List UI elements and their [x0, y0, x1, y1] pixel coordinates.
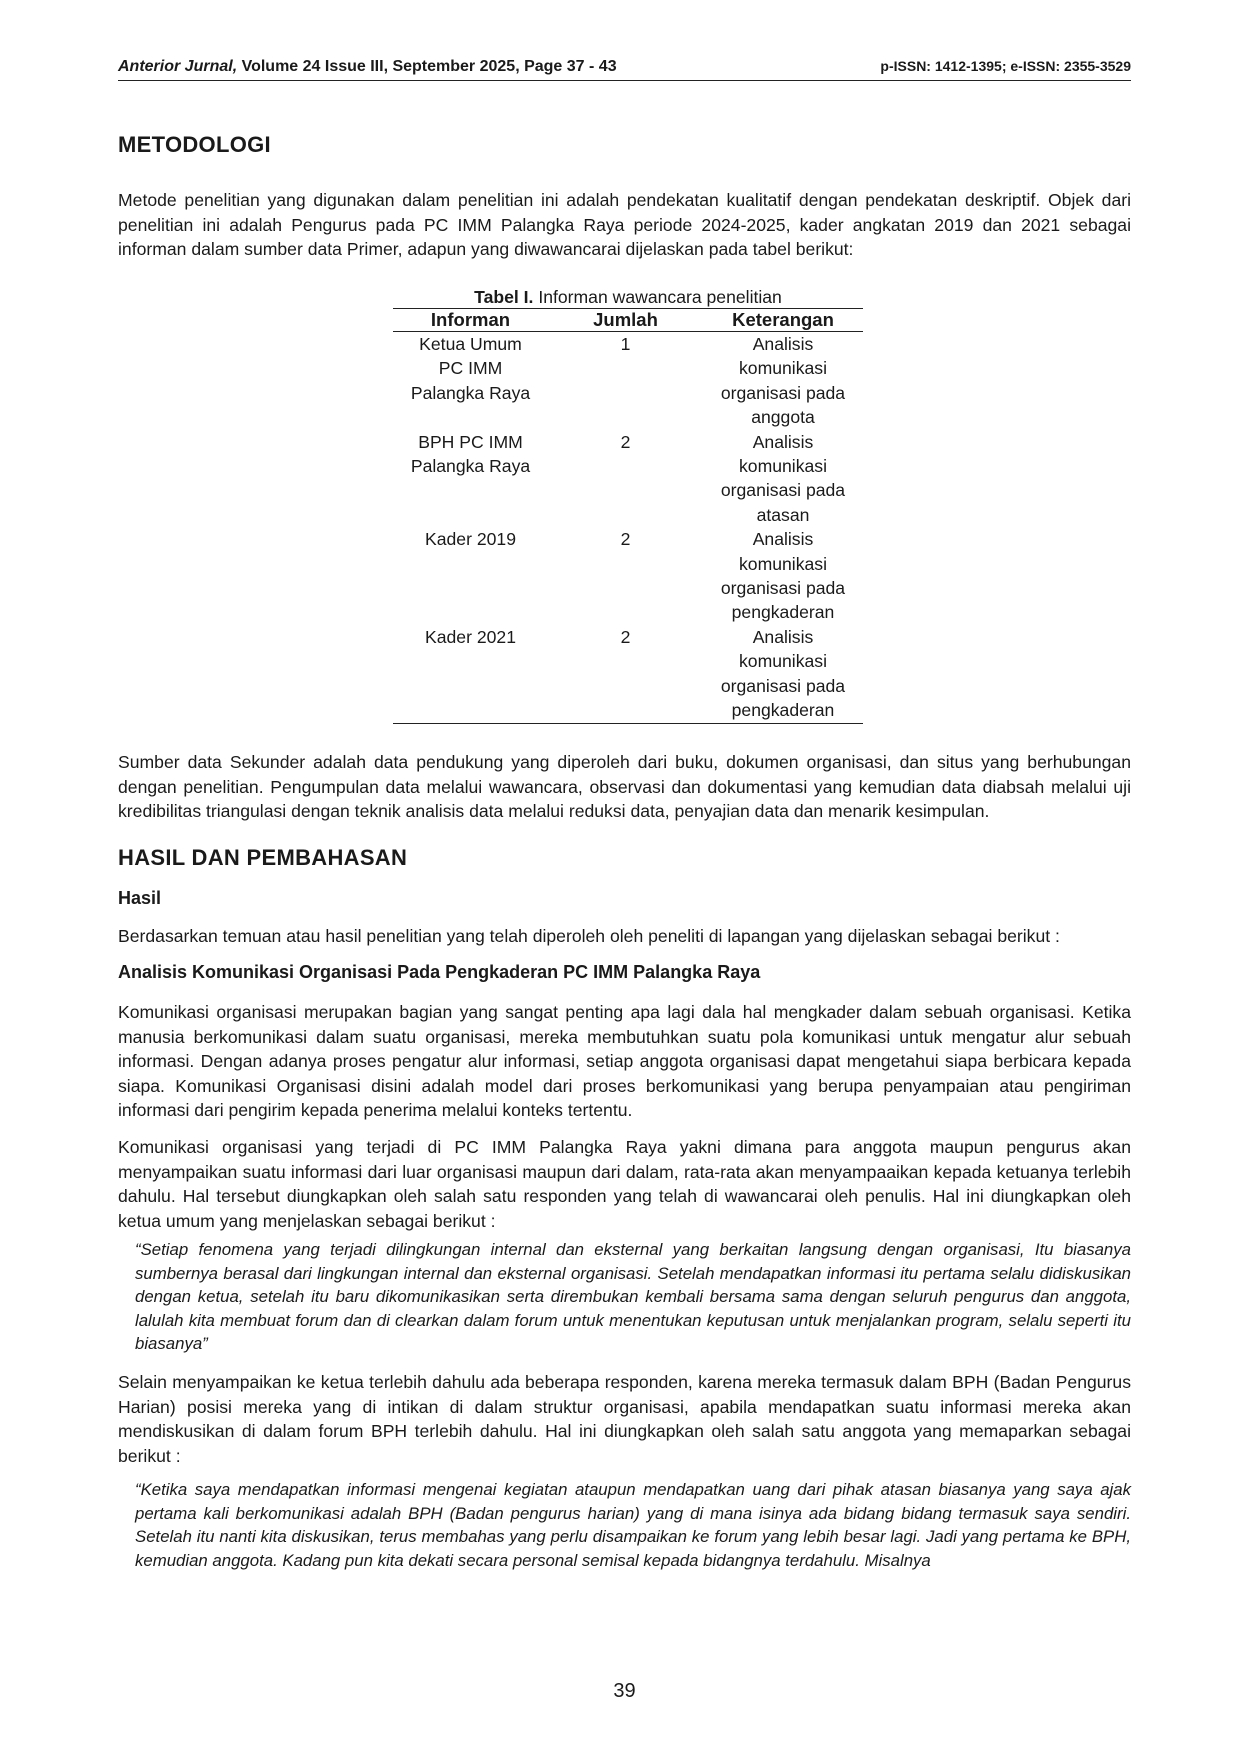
hasil-heading-block: [118, 845, 1131, 871]
paragraph-1: Komunikasi organisasi merupakan bagian yang sangat penting apa lagi dala hal mengkader dalam sebuah organisasi. Ketika manusia berkomunikasi dalam suatu organisasi, mereka membutuhkan suatu pola komunikasi untuk mengatur alur sebuah informasi. Dengan adanya proses pengatur alur informasi, setiap anggota organisasi dapat mengetahui siapa berbicara kepada siapa. Komunikasi Organisasi disini adalah model dari proses berkomunikasi yang berupa penyampaian atau pengiriman informasi dari pengirim kepada penerima melalui konteks tertentu.: [118, 1002, 1131, 1120]
table-header-row: [393, 309, 863, 332]
metodologi-heading: METODOLOGI: [118, 132, 271, 157]
table-cell-informan: BPH PC IMM Palangka Raya: [410, 431, 531, 477]
table-cell-informan: Kader 2019: [425, 529, 516, 550]
metodologi-paragraph: Metode penelitian yang digunakan dalam penelitian ini adalah pendekatan kualitatif dengan pendekatan deskriptif. Objek dari penelitian ini adalah Pengurus pada PC IMM Palangka Raya periode 2024-2025, kader angkatan 2019 dan 2021 sebagai informan dalam sumber data Primer, adapun yang diwawancarai dijelaskan pada tabel berikut:: [118, 190, 1131, 259]
journal-citation: [118, 58, 617, 76]
table-header-cell: Keterangan: [703, 309, 863, 332]
table-cell-keterangan: Analisis komunikasi organisasi pada pengkaderan: [703, 625, 863, 723]
hasil-heading: HASIL DAN PEMBAHASAN: [118, 845, 408, 870]
table-row: [393, 625, 863, 723]
table-cell-informan: Kader 2021: [393, 625, 548, 723]
paragraph-2-block: [118, 1135, 1131, 1233]
table-caption-label: Tabel I.: [474, 287, 534, 307]
table-cell-keterangan: Analisis komunikasi organisasi pada pengkaderan: [720, 529, 846, 623]
running-header: [118, 58, 1131, 81]
table-cell-keterangan: Analisis komunikasi organisasi pada atasan: [720, 431, 846, 525]
paragraph-3: Selain menyampaikan ke ketua terlebih dahulu ada beberapa responden, karena mereka termasuk dalam BPH (Badan Pengurus Harian) posisi mereka yang di intikan di dalam struktur organisasi, apabila mendapatkan suatu informasi mereka akan mendiskusikan di dalam forum BPH terlebih dahulu. Hal ini diungkapkan oleh salah satu anggota yang memaparkan sebagai berikut :: [118, 1372, 1131, 1466]
sekunder-paragraph: Sumber data Sekunder adalah data pendukung yang diperoleh dari buku, dokumen organisasi, dan situs yang berhubungan dengan penelitian. Pengumpulan data melalui wawancara, observasi dan dokumentasi yang kemudian data diabsah melalui uji kredibilitas triangulasi dengan teknik analisis data melalui reduksi data, penyajian data dan menarik kesimpulan.: [118, 752, 1131, 821]
informan-table: [393, 286, 863, 724]
analysis-heading-block: [118, 962, 1131, 983]
table-cell-jumlah: 2: [620, 529, 631, 550]
table-caption: [393, 286, 863, 308]
table-cell-jumlah: 2: [548, 625, 703, 723]
journal-name: Anterior Jurnal,: [118, 58, 238, 75]
sekunder-section: [118, 750, 1131, 824]
hasil-subheading: Hasil: [118, 888, 162, 908]
metodologi-section: [118, 132, 1131, 158]
metodologi-text: [118, 188, 1131, 262]
paragraph-1-block: [118, 1000, 1131, 1123]
table-cell-keterangan: Analisis komunikasi organisasi pada anggota: [720, 334, 846, 428]
table-header-cell: Informan: [393, 309, 548, 332]
analysis-heading: Analisis Komunikasi Organisasi Pada Pengkaderan PC IMM Palangka Raya: [118, 962, 761, 982]
table-caption-text: Informan wawancara penelitian: [533, 287, 782, 307]
hasil-intro-block: [118, 924, 1131, 949]
hasil-subheading-block: [118, 888, 1131, 909]
quote-1: “Setiap fenomena yang terjadi dilingkungan internal dan eksternal yang berkaitan langsung dengan organisasi, Itu biasanya sumbernya berasal dari lingkungan internal dan eksternal organisasi. Setelah mendapatkan informasi itu pertama selalu didiskusikan dengan ketua, setelah itu baru dikomunikasikan serta dirembukan kembali bersama sama dengan seluruh pengurus dan anggota, lalulah kita membuat forum dan di clearkan dalam forum untuk menentukan keputusan untuk menjalankan program, selalu seperti itu biasanya”: [135, 1240, 1131, 1353]
paragraph-3-block: [118, 1370, 1131, 1468]
quote-1-block: [118, 1238, 1131, 1356]
table-cell-jumlah: 1: [620, 334, 631, 354]
data-table: [393, 308, 863, 724]
table-row: [393, 332, 863, 430]
table-cell-informan: Ketua Umum PC IMM Palangka Raya: [410, 334, 531, 403]
hasil-intro: Berdasarkan temuan atau hasil penelitian yang telah diperoleh oleh peneliti di lapangan yang dijelaskan sebagai berikut :: [118, 926, 1060, 946]
table-cell-jumlah: 2: [620, 431, 631, 452]
quote-2-block: [118, 1478, 1131, 1572]
table-row: [393, 430, 863, 528]
journal-issue: Volume 24 Issue III, September 2025, Page 37 - 43: [237, 58, 617, 75]
table-row: [393, 527, 863, 625]
quote-2: “Ketika saya mendapatkan informasi mengenai kegiatan ataupun mendapatkan uang dari pihak atasan biasanya yang saya ajak pertama kali berkomunikasi adalah BPH (Badan pengurus harian) yang di mana isinya ada bidang bidang termasuk saya sendiri. Setelah itu nanti kita diskusikan, terus membahas yang perlu disampaikan ke forum yang lebih besar lagi. Jadi yang pertama ke BPH, kemudian anggota. Kadang pun kita dekati secara personal semisal kepada bidangnya terdahulu. Misalnya: [135, 1480, 1131, 1570]
page-number: 39: [613, 1680, 636, 1702]
table-header-cell: Jumlah: [548, 309, 703, 332]
paragraph-2: Komunikasi organisasi yang terjadi di PC IMM Palangka Raya yakni dimana para anggota maupun pengurus akan menyampaikan suatu informasi dari luar organisasi maupun dari dalam, rata-rata akan menyampaaikan kepada ketuanya terlebih dahulu. Hal tersebut diungkapkan oleh salah satu responden yang telah di wawancarai oleh penulis. Hal ini diungkapkan oleh ketua umum yang menjelaskan sebagai berikut :: [118, 1137, 1131, 1231]
issn: p-ISSN: 1412-1395; e-ISSN: 2355-3529: [880, 58, 1131, 74]
